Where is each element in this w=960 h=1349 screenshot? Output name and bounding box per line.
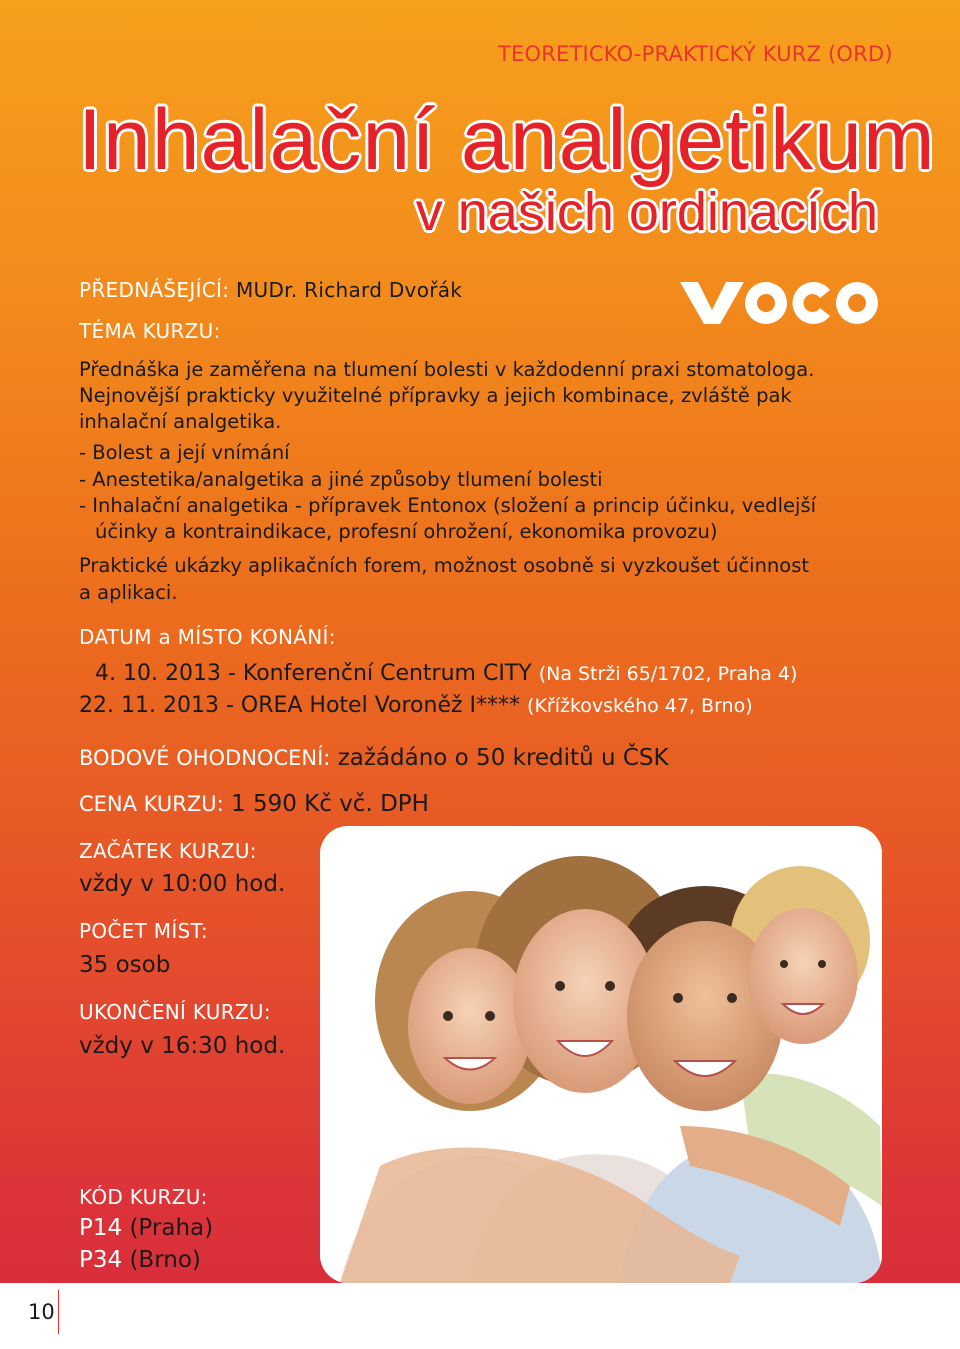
topic-bullet-2: - Anestetika/analgetika a jiné způsoby tlumení bolesti: [79, 468, 603, 491]
topic-line-2: Nejnovější prakticky využitelné přípravky a jejich kombinace, zvláště pak: [79, 384, 792, 407]
course-subtitle: v našich ordinacích: [415, 182, 878, 242]
points-value: zažádáno o 50 kreditů u ČSK: [337, 745, 669, 771]
price-label: CENA KURZU:: [79, 792, 224, 816]
points-label: BODOVÉ OHODNOCENÍ:: [79, 746, 331, 770]
topic-line-practical: Praktické ukázky aplikačních forem, možnost osobně si vyzkoušet účinnost: [79, 554, 810, 577]
venue-brno-main: 22. 11. 2013 - OREA Hotel Voroněž I****: [79, 693, 521, 718]
end-label: UKONČENÍ KURZU:: [79, 1000, 271, 1024]
end-value: vždy v 16:30 hod.: [79, 1033, 286, 1059]
topic-line-practical-cont: a aplikaci.: [79, 581, 178, 604]
seats-value: 35 osob: [79, 952, 171, 978]
venue-label: DATUM a MÍSTO KONÁNÍ:: [79, 625, 336, 649]
topic-label: TÉMA KURZU:: [79, 319, 221, 343]
code-prague-city: (Praha): [129, 1215, 214, 1241]
code-item-brno: [79, 1245, 201, 1275]
start-label: ZAČÁTEK KURZU:: [79, 839, 257, 863]
points-row: [79, 743, 669, 773]
price-value: 1 590 Kč vč. DPH: [231, 791, 429, 817]
page-bottom-margin: [0, 1283, 960, 1349]
code-brno-code: P34: [79, 1247, 123, 1273]
seats-label: POČET MÍST:: [79, 919, 208, 943]
venue-prague-address: (Na Strži 65/1702, Praha 4): [538, 663, 798, 685]
page-number-rule: [58, 1290, 59, 1334]
price-row: [79, 789, 429, 819]
code-label: KÓD KURZU:: [79, 1185, 208, 1209]
code-prague-code: P14: [79, 1215, 123, 1241]
venue-prague-main: 4. 10. 2013 - Konferenční Centrum CITY: [95, 661, 532, 686]
venue-item-brno: [79, 691, 753, 721]
topic-line-1: Přednáška je zaměřena na tlumení bolesti v každodenní praxi stomatologa.: [79, 358, 815, 381]
topic-bullet-1: - Bolest a její vnímání: [79, 441, 290, 464]
start-value: vždy v 10:00 hod.: [79, 871, 286, 897]
topic-bullet-3: - Inhalační analgetika - přípravek Entonox (složení a princip účinku, vedlejší: [79, 494, 817, 517]
voco-logo-icon: [680, 276, 880, 326]
venue-item-prague: [95, 659, 797, 689]
code-brno-city: (Brno): [129, 1247, 201, 1273]
lecturer-name: MUDr. Richard Dvořák: [235, 278, 463, 302]
course-title: Inhalační analgetikum: [78, 92, 936, 188]
lecturer-row: [79, 277, 462, 303]
topic-bullet-3-cont: účinky a kontraindikace, profesní ohrožení, ekonomika provozu): [95, 520, 718, 543]
course-type-kicker: TEORETICKO-PRAKTICKÝ KURZ (ORD): [498, 42, 893, 66]
page-number: 10: [28, 1300, 55, 1324]
family-photo-icon: [320, 826, 882, 1283]
lecturer-label: PŘEDNÁŠEJÍCÍ:: [79, 278, 230, 302]
family-photo: [320, 826, 882, 1283]
venue-brno-address: (Křížkovského 47, Brno): [527, 695, 753, 717]
code-item-prague: [79, 1213, 213, 1243]
topic-line-3: inhalační analgetika.: [79, 410, 282, 433]
